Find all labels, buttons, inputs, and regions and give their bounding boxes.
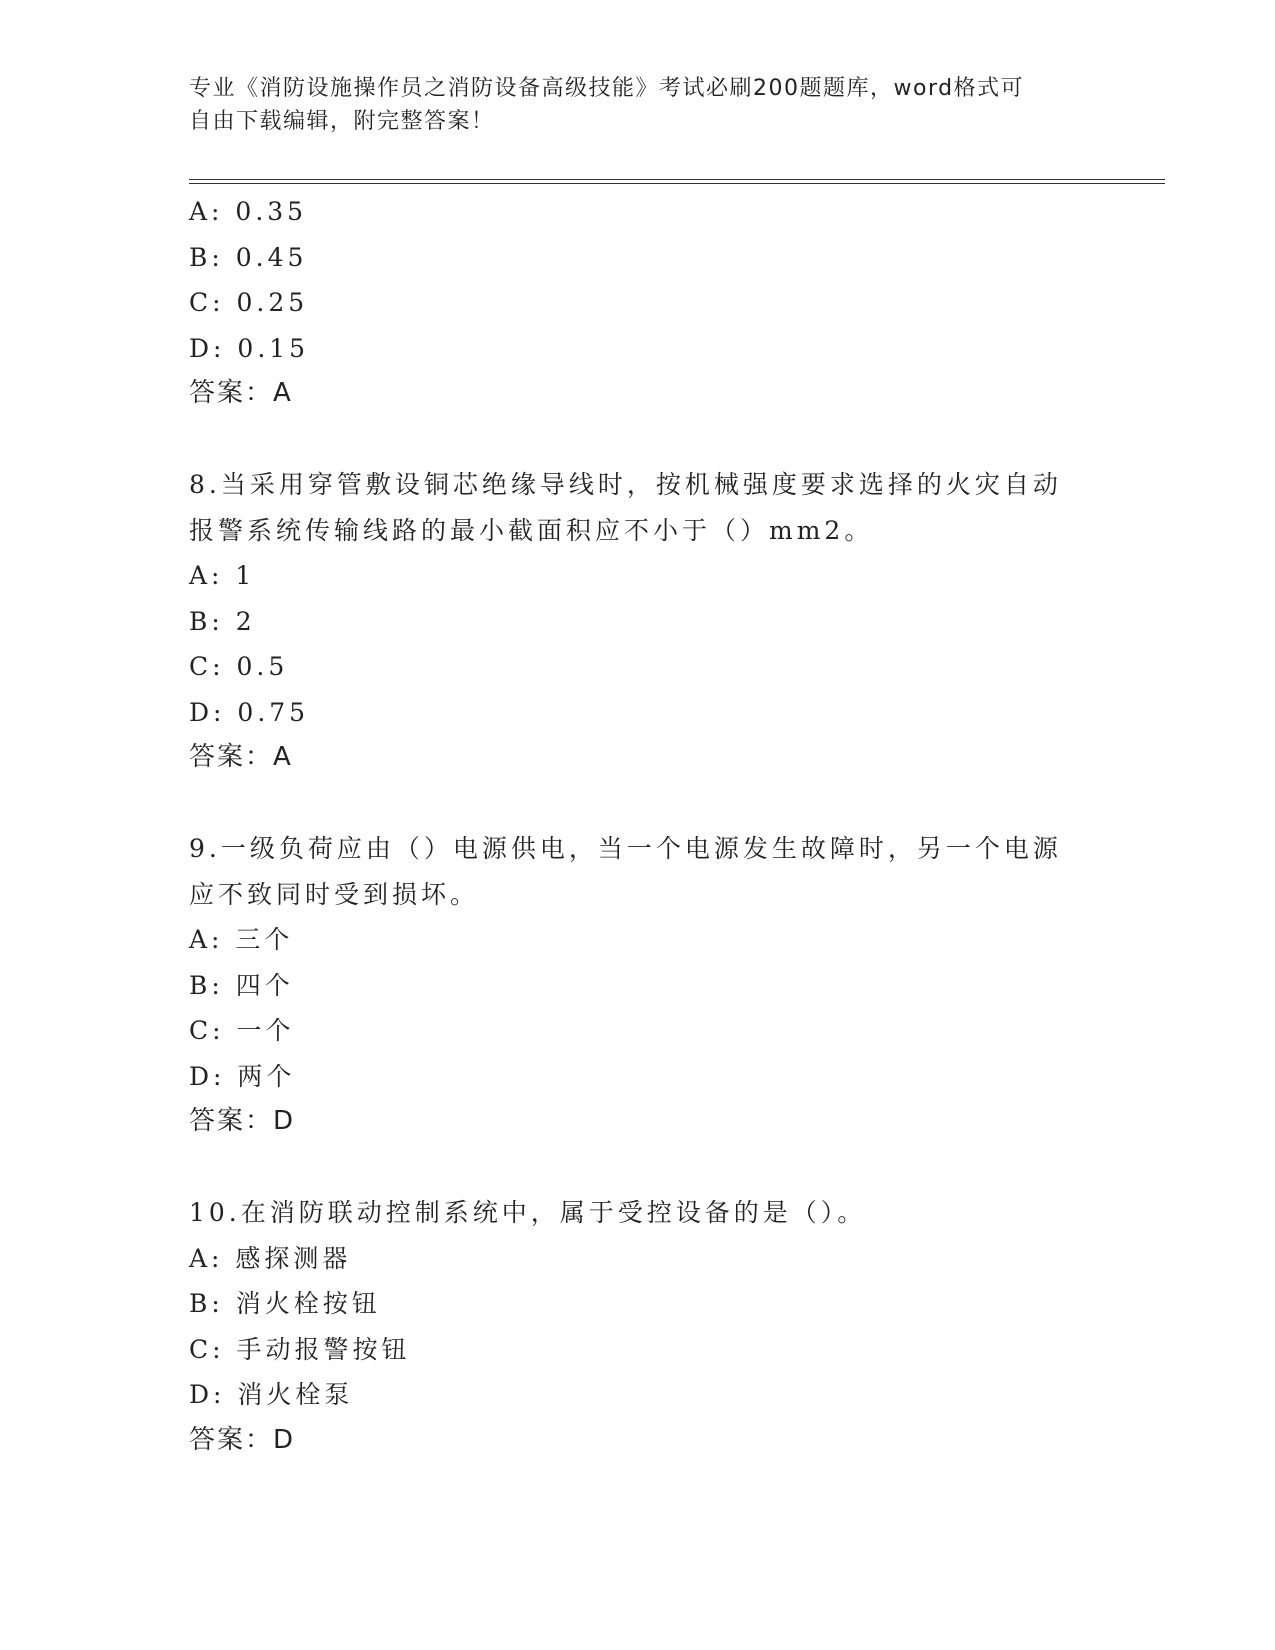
question-8 bbox=[189, 462, 1089, 781]
option-b: B: 消火栓按钮 bbox=[189, 1289, 381, 1318]
header-divider bbox=[189, 179, 1165, 184]
question-9 bbox=[189, 826, 1089, 1145]
answer-label: 答案：A bbox=[189, 742, 293, 772]
question-stem-line-2: 应不致同时受到损坏。 bbox=[189, 879, 480, 909]
question-stem-line-1: 8.当采用穿管敷设铜芯绝缘导线时，按机械强度要求选择的火灾自动 bbox=[189, 470, 1062, 499]
option-c: C: 一个 bbox=[189, 1016, 295, 1045]
question-10 bbox=[189, 1190, 1089, 1463]
option-a: A: 三个 bbox=[189, 925, 294, 954]
document-header bbox=[189, 72, 1069, 138]
question-stem-line-2: 报警系统传输线路的最小截面积应不小于（）mm2。 bbox=[189, 515, 874, 545]
question-list bbox=[189, 189, 1089, 1463]
option-c: C: 手动报警按钮 bbox=[189, 1334, 411, 1364]
header-line-2: 自由下载编辑，附完整答案！ bbox=[189, 109, 495, 134]
question-stem-line-1: 10.在消防联动控制系统中，属于受控设备的是（）。 bbox=[189, 1198, 867, 1227]
header-line-1: 专业《消防设施操作员之消防设备高级技能》考试必刷200题题库，word格式可 bbox=[189, 76, 1025, 101]
option-a: A: 感探测器 bbox=[189, 1243, 352, 1273]
option-c: C: 0.25 bbox=[189, 288, 309, 317]
question-stem-line-1: 9.一级负荷应由（）电源供电，当一个电源发生故障时，另一个电源 bbox=[189, 834, 1062, 863]
spacer bbox=[189, 781, 1089, 827]
option-b: B: 0.45 bbox=[189, 242, 308, 272]
answer-label: 答案：A bbox=[189, 378, 293, 408]
spacer bbox=[189, 417, 1089, 463]
spacer bbox=[189, 1145, 1089, 1191]
option-b: B: 四个 bbox=[189, 970, 294, 1000]
question-7 bbox=[189, 189, 1089, 417]
answer-label: 答案：D bbox=[189, 1424, 296, 1455]
option-d: D: 0.15 bbox=[189, 333, 310, 363]
answer-label: 答案：D bbox=[189, 1106, 296, 1136]
option-c: C: 0.5 bbox=[189, 652, 289, 681]
option-a: A: 1 bbox=[189, 561, 256, 590]
option-b: B: 2 bbox=[189, 606, 256, 636]
option-d: D: 消火栓泵 bbox=[189, 1380, 354, 1409]
option-d: D: 0.75 bbox=[189, 697, 310, 727]
option-d: D: 两个 bbox=[189, 1061, 296, 1091]
option-a: A: 0.35 bbox=[189, 197, 308, 226]
